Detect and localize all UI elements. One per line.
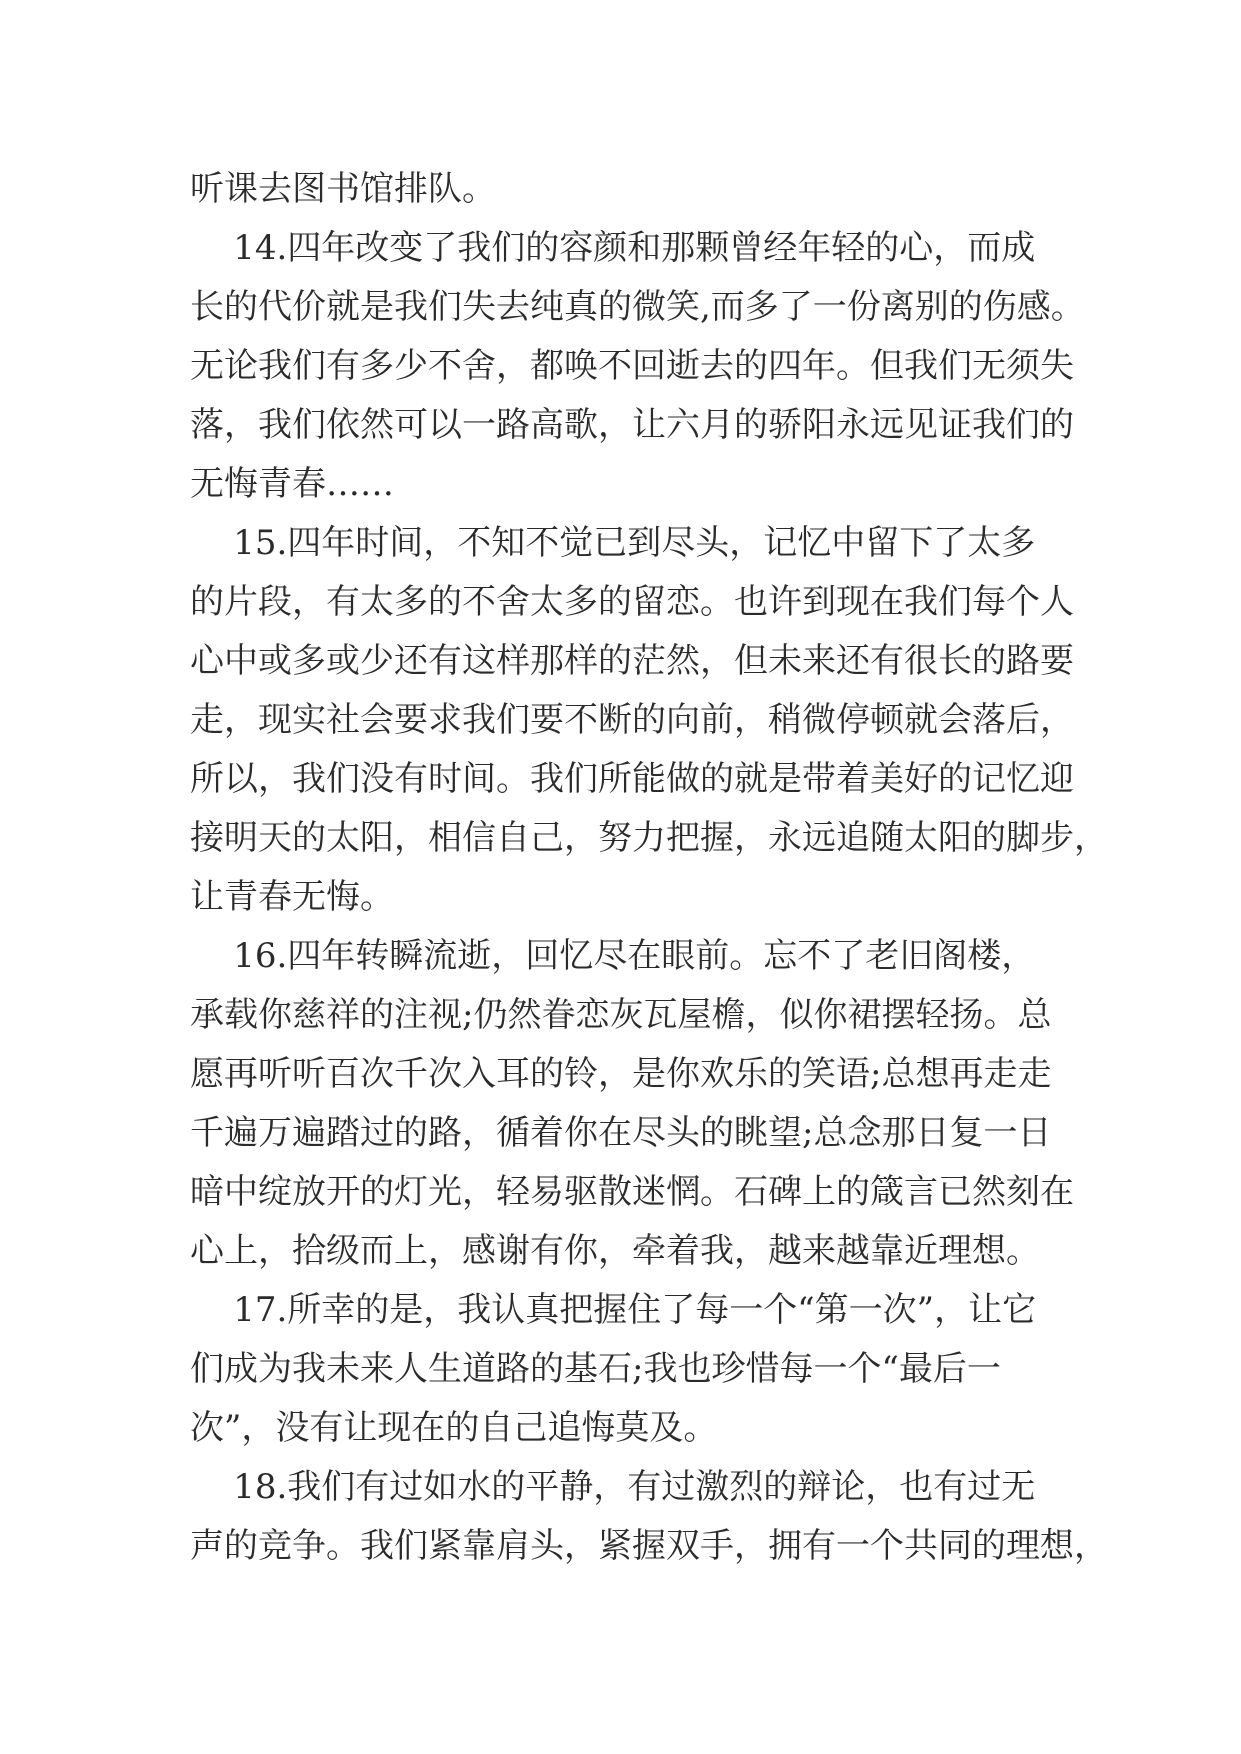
text-line: 所以，我们没有时间。我们所能做的就是带着美好的记忆迎 bbox=[190, 759, 1074, 799]
text-line: 走，现实社会要求我们要不断的向前，稍微停顿就会落后， bbox=[190, 700, 1074, 740]
text-line: 长的代价就是我们失去纯真的微笑,而多了一份离别的伤感。 bbox=[190, 287, 1085, 327]
text-line: 暗中绽放开的灯光，轻易驱散迷惘。石碑上的箴言已然刻在 bbox=[190, 1172, 1074, 1212]
text-line: 声的竞争。我们紧靠肩头，紧握双手，拥有一个共同的理想， bbox=[190, 1526, 1108, 1566]
paragraph-16-line: 16.四年转瞬流逝，回忆尽在眼前。忘不了老旧阁楼， bbox=[190, 936, 1036, 976]
text-line: 愿再听听百次千次入耳的铃，是你欢乐的笑语;总想再走走 bbox=[190, 1054, 1052, 1094]
paragraph-15-line: 15.四年时间，不知不觉已到尽头，记忆中留下了太多 bbox=[190, 523, 1036, 563]
document-body bbox=[190, 160, 1108, 1576]
text-line: 落，我们依然可以一路高歌，让六月的骄阳永远见证我们的 bbox=[190, 405, 1074, 445]
text-line: 千遍万遍踏过的路，循着你在尽头的眺望;总念那日复一日 bbox=[190, 1113, 1052, 1153]
text-line: 接明天的太阳，相信自己，努力把握，永远追随太阳的脚步， bbox=[190, 818, 1108, 858]
paragraph-18-line: 18.我们有过如水的平静，有过激烈的辩论，也有过无 bbox=[190, 1467, 1036, 1507]
text-line: 心上，拾级而上，感谢有你，牵着我，越来越靠近理想。 bbox=[190, 1231, 1040, 1271]
text-line: 次”，没有让现在的自己追悔莫及。 bbox=[190, 1408, 718, 1448]
paragraph-14-line: 14.四年改变了我们的容颜和那颗曾经年轻的心，而成 bbox=[190, 228, 1036, 268]
text-line: 心中或多或少还有这样那样的茫然，但未来还有很长的路要 bbox=[190, 641, 1074, 681]
text-line: 无悔青春…… bbox=[190, 464, 394, 504]
text-line: 们成为我未来人生道路的基石;我也珍惜每一个“最后一 bbox=[190, 1349, 1001, 1389]
text-line: 承载你慈祥的注视;仍然眷恋灰瓦屋檐，似你裙摆轻扬。总 bbox=[190, 995, 1052, 1035]
text-line: 听课去图书馆排队。 bbox=[190, 169, 496, 209]
text-line: 让青春无悔。 bbox=[190, 877, 394, 917]
text-line: 无论我们有多少不舍，都唤不回逝去的四年。但我们无须失 bbox=[190, 346, 1074, 386]
text-line: 的片段，有太多的不舍太多的留恋。也许到现在我们每个人 bbox=[190, 582, 1074, 622]
paragraph-17-line: 17.所幸的是，我认真把握住了每一个“第一次”，让它 bbox=[190, 1290, 1037, 1330]
